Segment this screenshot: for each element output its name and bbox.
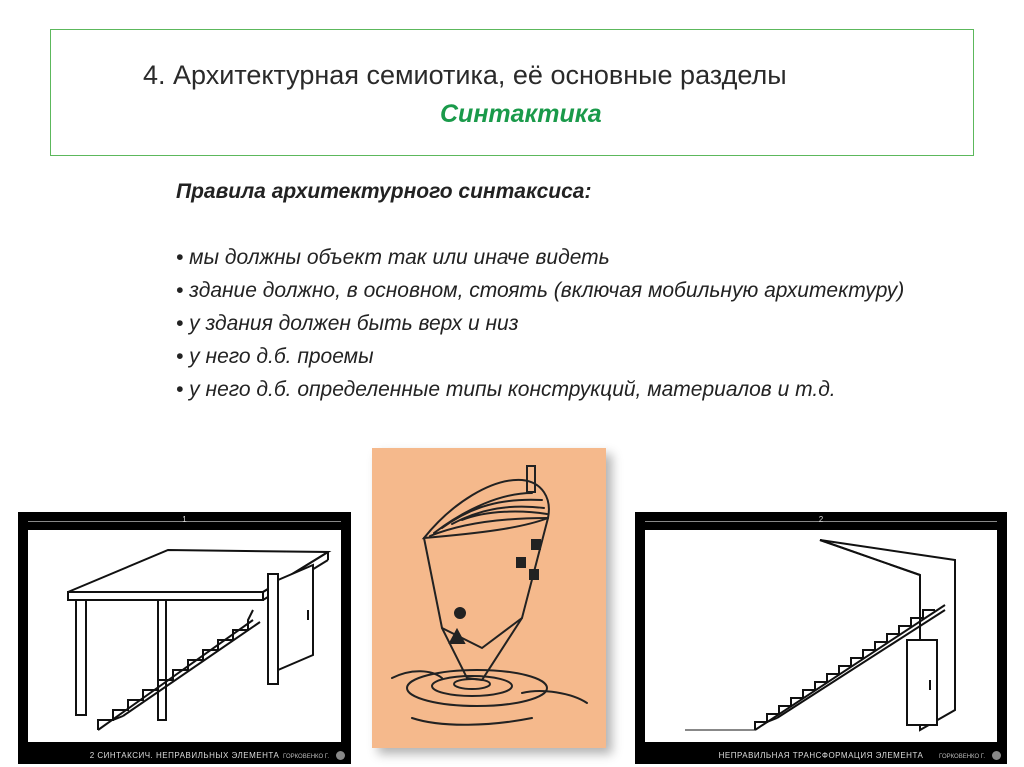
staircase-table-drawing <box>28 530 341 742</box>
sinking-house-drawing <box>372 448 606 748</box>
panel-number: 1 <box>182 515 187 524</box>
panel-caption: НЕПРАВИЛЬНАЯ ТРАНСФОРМАЦИЯ ЭЛЕМЕНТА <box>718 751 924 760</box>
panel-author: ГОРКОВЕНКО Г. <box>283 754 329 760</box>
staircase-wall-drawing <box>645 530 997 742</box>
title-box <box>50 29 974 156</box>
rule-item: • здание должно, в основном, стоять (включая мобильную архитектуру) <box>176 279 905 302</box>
panel-number: 2 <box>818 515 824 524</box>
center-sketch <box>372 448 606 748</box>
right-illustration <box>635 512 1007 764</box>
logo-mark-icon <box>336 751 345 760</box>
logo-mark-icon <box>992 751 1001 760</box>
rules-heading: Правила архитектурного синтаксиса: <box>176 180 592 203</box>
rule-item: • мы должны объект так или иначе видеть <box>176 246 610 269</box>
content-block <box>176 175 1016 406</box>
rule-item: • у здания должен быть верх и низ <box>176 312 519 335</box>
panel-caption: 2 СИНТАКСИЧ. НЕПРАВИЛЬНЫХ ЭЛЕМЕНТА <box>89 751 280 760</box>
panel-author: ГОРКОВЕНКО Г. <box>939 754 985 760</box>
panel-canvas <box>28 530 341 742</box>
panel-canvas <box>645 530 997 742</box>
slide-title: 4. Архитектурная семиотика, её основные разделы <box>143 60 787 90</box>
rule-item: • у него д.б. определенные типы конструкций, материалов и т.д. <box>176 378 836 401</box>
slide-subtitle: Синтактика <box>440 100 602 128</box>
rule-item: • у него д.б. проемы <box>176 345 374 368</box>
left-illustration <box>18 512 351 764</box>
